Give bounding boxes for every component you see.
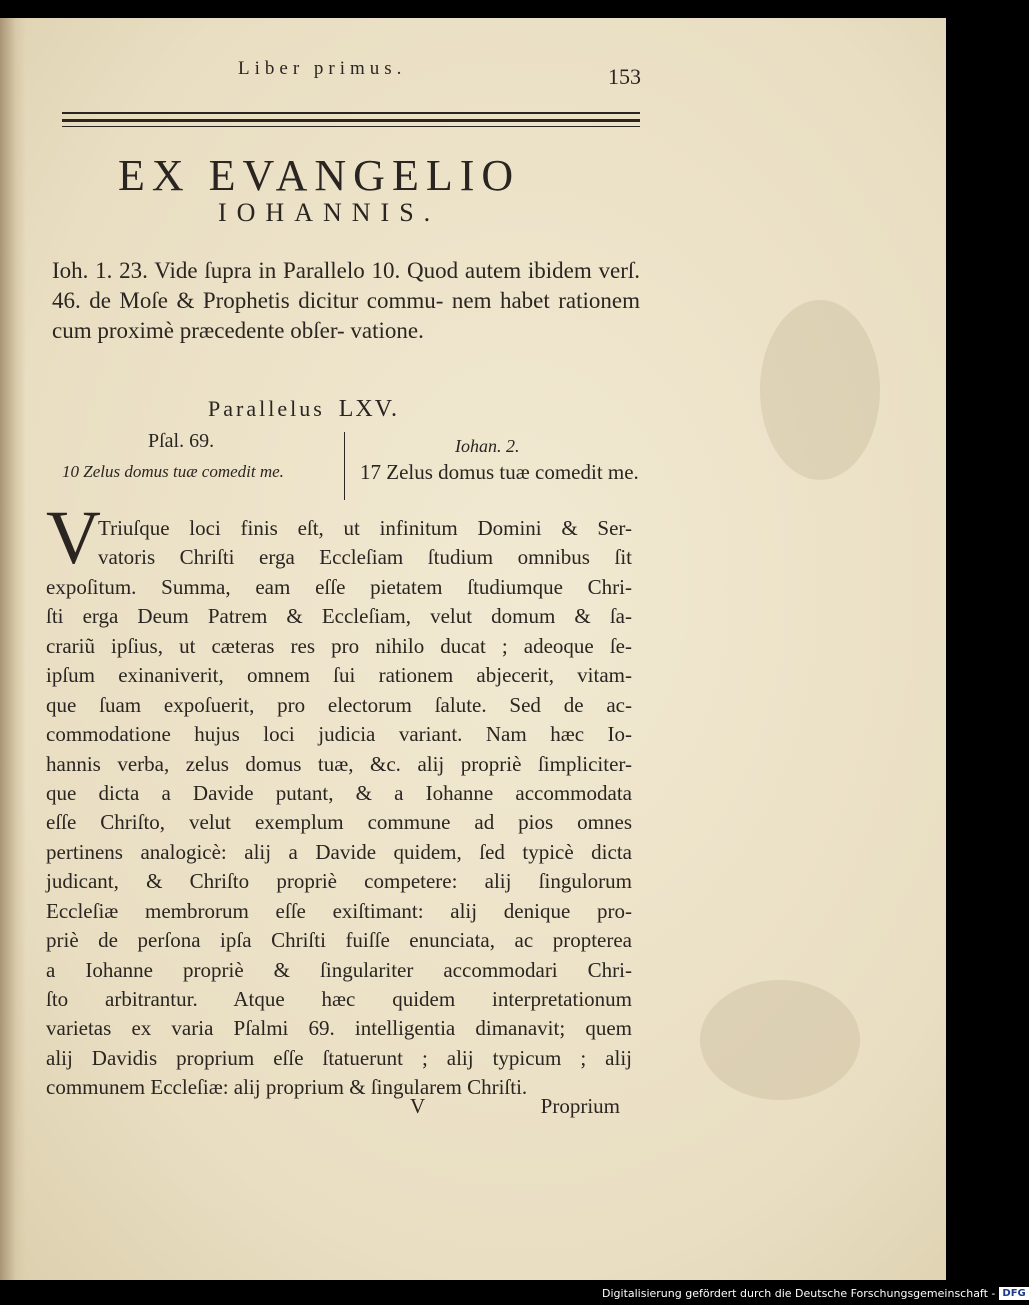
body-line: commodatione hujus loci judicia variant. Nam hæc Io-: [46, 722, 632, 747]
header-rule: [62, 119, 640, 122]
intro-paragraph: Ioh. 1. 23. Vide ſupra in Parallelo 10. Quod autem ibidem verſ. 46. de Moſe & Prophetis dicitur commu- nem habet rationem cum proximè præcedente obſer- vatione.: [52, 258, 640, 343]
psalm-quote: [62, 462, 284, 482]
body-line: crariũ ipſius, ut cæteras res pro nihilo ducat ; adeoque ſe-: [46, 633, 632, 658]
body-line: judicant, & Chriſto propriè competere: alij ſingulorum: [46, 869, 632, 894]
body-line: ipſum exinaniverit, omnem ſui rationem abjecerit, vitam-: [46, 663, 632, 688]
drop-cap: V: [46, 496, 101, 580]
psalm-reference: Pſal. 69.: [148, 430, 215, 452]
paper-stain: [700, 980, 860, 1100]
header-rule: [62, 126, 640, 127]
page-number: 153: [608, 64, 641, 89]
body-line: que dicta a Davide putant, & a Iohanne accommodata: [46, 780, 632, 805]
body-line: pertinens analogicè: alij a Davide quidem, ſed typicè dicta: [46, 839, 632, 864]
catchword-line: [410, 1094, 620, 1119]
body-line: vatoris Chriſti erga Eccleſiam ſtudium omnibus ſit: [98, 545, 632, 570]
body-line: ſti erga Deum Patrem & Eccleſiam, velut domum & ſa-: [46, 604, 632, 629]
body-text: [46, 514, 632, 1103]
body-line: expoſitum. Summa, eam eſſe pietatem ſtudiumque Chri-: [46, 574, 632, 599]
running-head: Liber primus.: [238, 58, 407, 79]
psalm-verse-text: Zelus domus tuæ comedit me.: [83, 462, 284, 481]
digitization-credit: [602, 1284, 1029, 1302]
catchword: Proprium: [540, 1094, 620, 1118]
body-line: communem Eccleſiæ: alij proprium & ſingularem Chriſti.: [46, 1075, 528, 1100]
body-line: alij Davidis proprium eſſe ſtatuerunt ; alij typicum ; alij: [46, 1045, 632, 1070]
parallel-heading: [208, 396, 399, 423]
credit-text: Digitalisierung gefördert durch die Deutsche Forschungsgemeinschaft -: [602, 1286, 996, 1300]
parallel-heading-word: Parallelus: [208, 396, 325, 421]
header-rule: [62, 112, 640, 114]
body-line: varietas ex varia Pſalmi 69. intelligentia dimanavit; quem: [46, 1016, 632, 1041]
paper-stain: [760, 300, 880, 480]
dfg-logo: DFG: [999, 1287, 1028, 1300]
parallel-heading-number: LXV.: [338, 396, 399, 422]
body-line: que ſuam expoſuerit, pro electorum ſalute. Sed de ac-: [46, 692, 632, 717]
psalm-verse-number: 10: [62, 462, 79, 481]
body-line: eſſe Chriſto, velut exemplum commune ad pios omnes: [46, 810, 632, 835]
gospel-quote: 17 Zelus domus tuæ comedit me.: [360, 460, 639, 484]
section-subtitle: IOHANNIS.: [218, 198, 441, 227]
body-line: ſto arbitrantur. Atque hæc quidem interpretationum: [46, 987, 632, 1011]
column-divider: [344, 432, 345, 500]
gospel-reference: Iohan. 2.: [455, 436, 520, 456]
body-line: Triuſque loci finis eſt, ut infinitum Domini & Ser-: [98, 516, 632, 540]
body-line: a Iohanne propriè & ſingulariter accommodari Chri-: [46, 957, 632, 982]
body-line: Eccleſiæ membrorum eſſe exiſtimant: alij denique pro-: [46, 898, 632, 923]
signature-mark: V: [410, 1094, 426, 1118]
page-gutter-shadow: [0, 18, 26, 1280]
body-line: priè de perſona ipſa Chriſti fuiſſe enunciata, ac propterea: [46, 928, 632, 953]
body-line: hannis verba, zelus domus tuæ, &c. alij propriè ſimpliciter-: [46, 751, 632, 776]
section-title: EX EVANGELIO: [118, 151, 521, 200]
